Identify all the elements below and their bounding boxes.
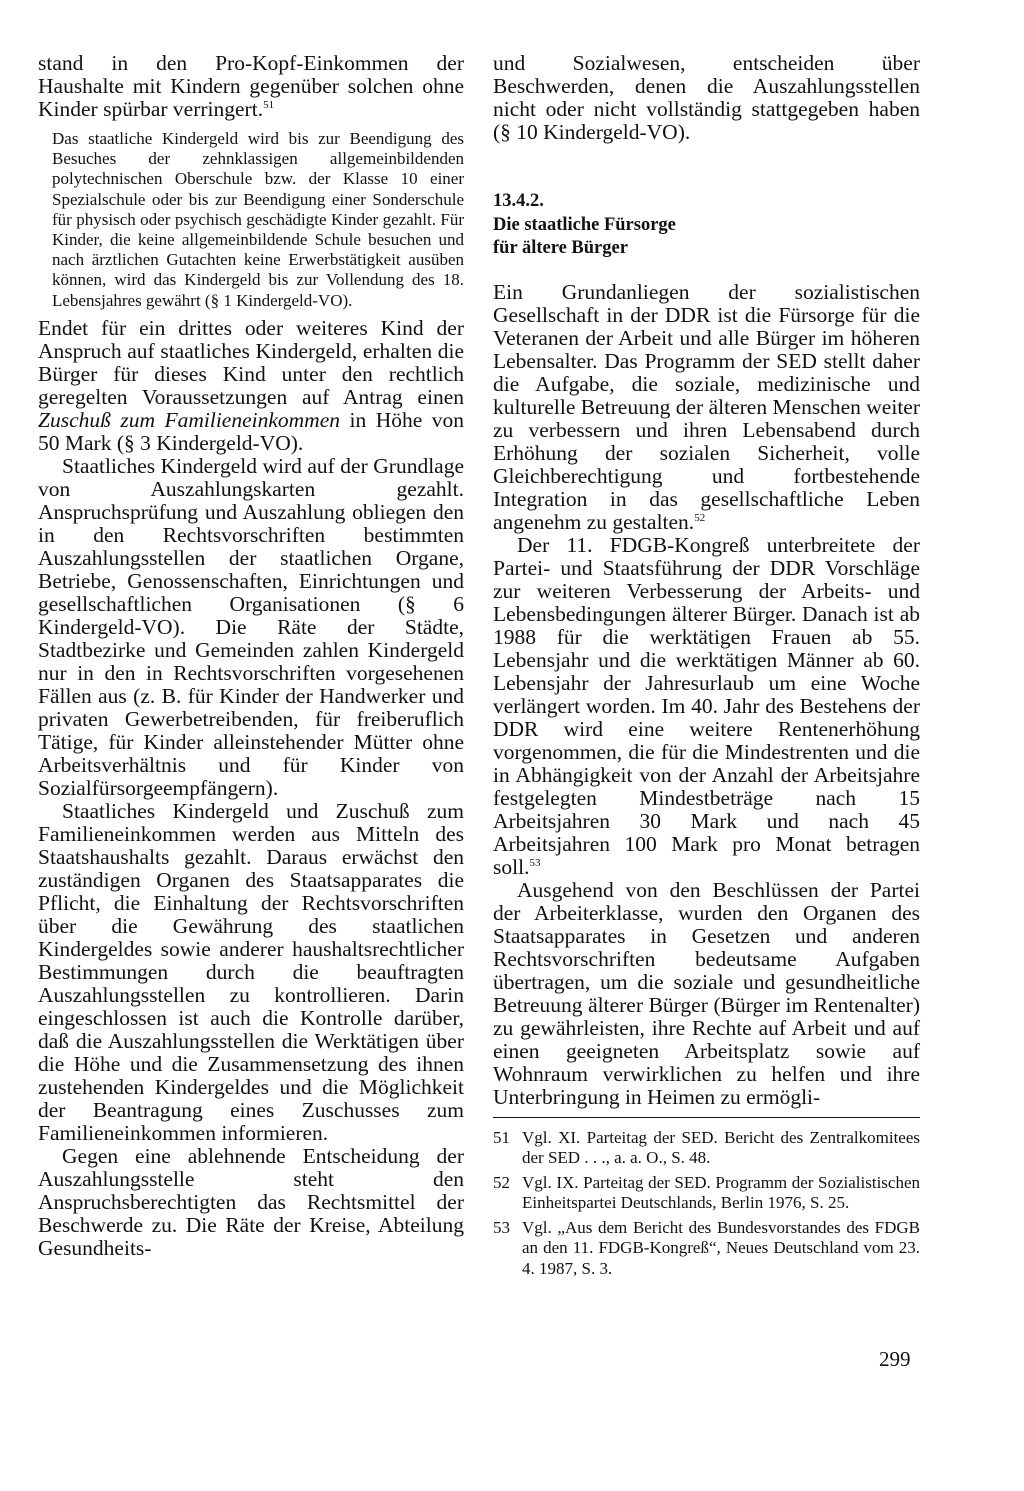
emphasis-term: Zuschuß zum Familieneinkommen <box>38 407 341 432</box>
left-column <box>38 52 464 1260</box>
footnote <box>493 1128 920 1169</box>
paragraph <box>38 52 464 121</box>
footnote <box>493 1218 920 1280</box>
right-column <box>493 52 920 1283</box>
footnote <box>493 1173 920 1214</box>
section-title-line: Die staatliche Fürsorge <box>493 214 676 235</box>
footnote-ref[interactable]: 53 <box>529 856 541 869</box>
footnote-divider <box>493 1117 920 1118</box>
paragraph-text: Ein Grundanliegen der sozialistischen Gesellschaft in der DDR ist die Fürsorge für die Veteranen der Arbeit und alle Bürger im höheren Lebensalter. Das Programm der SED stellt daher die Aufgabe, die soziale, medizinische und kulturelle Betreuung der älteren Menschen weiter zu verbessern und ihren Lebensabend durch Erhöhung der sozialen Sicherheit, volle Gleichberechtigung und fortbestehende Integration in das gesellschaftliche Leben angenehm zu gestalten. <box>493 279 920 534</box>
footnote-ref[interactable]: 51 <box>263 98 275 111</box>
paragraph-text: in Höhe von 50 Mark (§ 3 Kindergeld-VO). <box>38 407 465 455</box>
footnote-text: Vgl. „Aus dem Bericht des Bundesvorstandes des FDGB an den 11. FDGB-Kongreß“, Neues Deutschland vom 23. 4. 1987, S. 3. <box>522 1217 920 1278</box>
paragraph <box>493 534 920 879</box>
paragraph: Staatliches Kindergeld und Zuschuß zum Familieneinkommen werden aus Mitteln des Staatshaushalts gezahlt. Daraus erwächst den zuständigen Organen des Staatsapparates die Pflicht, die Einhaltung der Rechtsvorschriften über die Gewährung des staatlichen Kindergeldes sowie anderer haushaltsrechtlicher Bestimmungen durch die beauftragten Auszahlungsstellen zu kontrollieren. Darin eingeschlossen ist auch die Kontrolle darüber, daß die Auszahlungsstellen die Werktätigen über die Höhe und die Zusammensetzung des ihnen zustehenden Kindergeldes und die Möglichkeit der Beantragung eines Zuschusses zum Familieneinkommen informieren. <box>38 798 464 1145</box>
paragraph: Ausgehend von den Beschlüssen der Partei der Arbeiterklasse, wurden den Organen des Staatsapparates in Gesetzen und anderen Rechtsvorschriften bedeutsame Aufgaben übertragen, um die soziale und gesundheitliche Betreuung älterer Bürger (Bürger im Rentenalter) zu gewährleisten, ihre Rechte auf Arbeit und auf einen geeigneten Arbeitsplatz sowie auf Wohnraum verwirklichen zu helfen und ihre Unterbringung in Heimen zu ermögli- <box>493 877 920 1109</box>
footnote-ref[interactable]: 52 <box>694 511 706 524</box>
footnote-number: 52 <box>493 1172 510 1192</box>
paragraph: und Sozialwesen, entscheiden über Beschwerden, denen die Auszahlungsstellen nicht oder nicht vollständig stattgegeben haben (§ 10 Kindergeld-VO). <box>493 51 920 144</box>
footnote-number: 51 <box>493 1127 510 1147</box>
section-heading <box>493 190 920 261</box>
page-number: 299 <box>879 1347 911 1371</box>
paragraph-text: stand in den Pro-Kopf-Einkommen der Haushalte mit Kindern gegenüber solchen ohne Kinder spürbar verringert. <box>38 51 464 121</box>
small-print-note: Das staatliche Kindergeld wird bis zur Beendigung des Besuches der zehnklassigen allgemeinbildenden polytechnischen Oberschule bzw. der Klasse 10 einer Spezialschule oder bis zur Beendigung einer Sonderschule für physisch oder psychisch geschädigte Kinder gezahlt. Für Kinder, die keine allgemeinbildende Schule besuchen und nach ärztlichen Gutachten keine Erwerbstätigkeit ausüben können, wird das Kindergeld bis zur Vollendung des 18. Lebensjahres gewährt (§ 1 Kindergeld-VO). <box>52 129 464 310</box>
footnote-text: Vgl. XI. Parteitag der SED. Bericht des Zentralkomitees der SED . . ., a. a. O., S. 48. <box>522 1127 920 1167</box>
footnote-number: 53 <box>493 1217 510 1237</box>
paragraph <box>38 317 464 455</box>
paragraph <box>493 281 920 534</box>
section-title-line: für ältere Bürger <box>493 238 628 258</box>
paragraph-text: Der 11. FDGB-Kongreß unterbreitete der Partei- und Staatsführung der DDR Vorschläge zur weiteren Verbesserung der Arbeits- und Lebensbedingungen älterer Bürger. Danach ist ab 1988 für die werktätigen Frauen ab 55. Lebensjahr und die werktätigen Männer ab 60. Lebensjahr der Jahresurlaub um eine Woche verlängert worden. Im 40. Jahr des Bestehens der DDR wird eine weitere Rentenerhöhung vorgenommen, die für die Mindestrenten und die in Abhängigkeit von der Anzahl der Arbeitsjahre festgelegten Mindestbeträge nach 15 Arbeitsjahren 30 Mark und nach 45 Arbeitsjahren 100 Mark pro Monat betragen soll. <box>493 532 920 879</box>
paragraph: Gegen eine ablehnende Entscheidung der Auszahlungsstelle steht den Anspruchsberechtigten das Rechtsmittel der Beschwerde zu. Die Räte der Kreise, Abteilung Gesundheits- <box>38 1143 464 1260</box>
footnote-text: Vgl. IX. Parteitag der SED. Programm der Sozialistischen Einheitspartei Deutschlands, Berlin 1976, S. 25. <box>522 1172 920 1212</box>
paragraph: Staatliches Kindergeld wird auf der Grundlage von Auszahlungskarten gezahlt. Anspruchsprüfung und Auszahlung obliegen den in den Rechtsvorschriften bestimmten Auszahlungsstellen der staatlichen Organe, Betriebe, Genossenschaften, Einrichtungen und gesellschaftlichen Organisationen (§ 6 Kindergeld-VO). Die Räte der Städte, Stadtbezirke und Gemeinden zahlen Kindergeld nur in den in Rechtsvorschriften vorgesehenen Fällen aus (z. B. für Kinder der Handwerker und privaten Gewerbetreibenden, für freiberuflich Tätige, für Kinder alleinstehender Mütter ohne Arbeitsverhältnis und für Kinder von Sozialfürsorgeempfängern). <box>38 453 464 800</box>
paragraph-text: Endet für ein drittes oder weiteres Kind der Anspruch auf staatliches Kindergeld, erhalten die Bürger für dieses Kind unter den rechtlich geregelten Voraussetzungen auf Antrag einen <box>38 315 464 409</box>
section-number: 13.4.2. <box>493 191 544 211</box>
